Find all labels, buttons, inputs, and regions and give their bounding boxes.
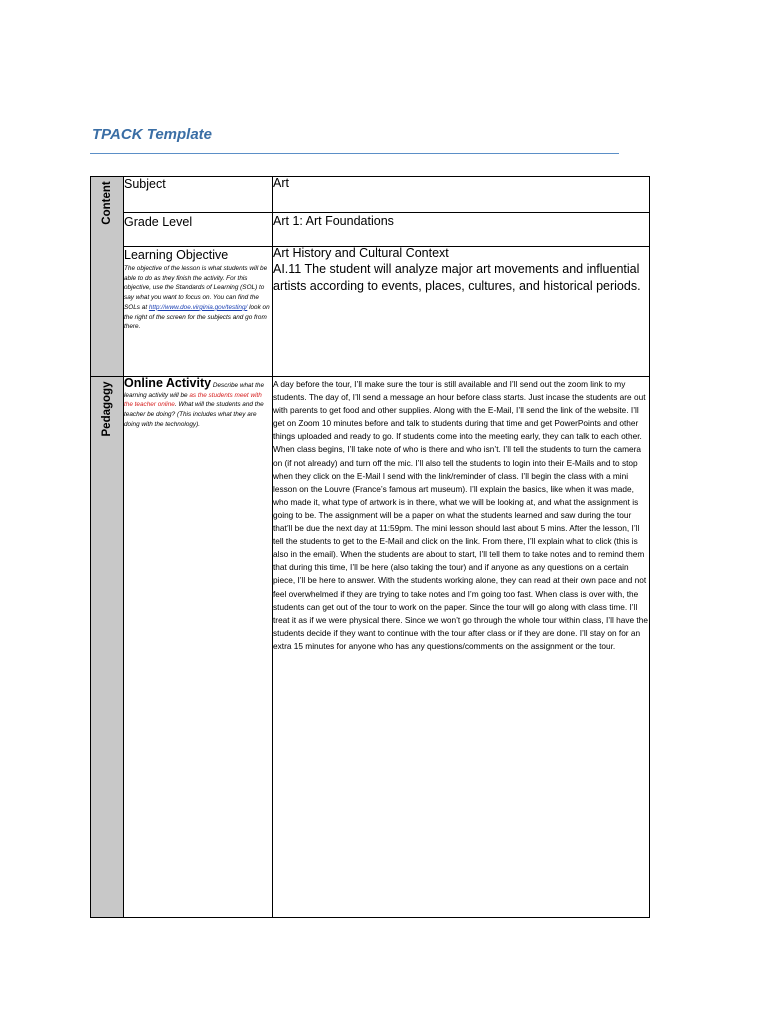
grade-label: Grade Level xyxy=(124,215,193,229)
sol-link[interactable]: http://www.doe.virginia.gov/testing/ xyxy=(148,303,248,311)
objective-instructions xyxy=(124,264,272,332)
subject-value: Art xyxy=(273,176,289,190)
grade-value: Art 1: Art Foundations xyxy=(273,214,394,228)
grade-value-cell[interactable] xyxy=(273,213,650,247)
objective-standard: AI.11 The student will analyze major art movements and influential artists according to events, places, cultures, and historical periods. xyxy=(273,262,641,293)
objective-note-before-link: The objective of the lesson is what students will be able to do as they finish the activity. For this objective, use the Standards of Learning (SOL) to say what you want to focus on. You can find the SOLs at xyxy=(124,265,268,311)
content-section-cell xyxy=(91,177,124,377)
objective-heading: Art History and Cultural Context xyxy=(273,246,449,260)
objective-note-after-link: look on the right of the screen for the subjects and go from there. xyxy=(124,303,270,331)
activity-note-highlight: as the students meet with the teacher online xyxy=(124,391,262,409)
subject-value-cell[interactable] xyxy=(273,177,650,213)
document-title: TPACK Template xyxy=(92,126,213,143)
grade-label-cell xyxy=(124,213,273,247)
activity-value-cell[interactable] xyxy=(273,377,650,918)
tpack-table xyxy=(90,176,650,918)
subject-label: Subject xyxy=(124,177,166,191)
activity-instructions xyxy=(124,376,272,430)
subject-label-cell xyxy=(124,177,273,213)
pedagogy-section-label: Pedagogy xyxy=(101,381,113,437)
activity-note-start: Describe what the learning activity will be xyxy=(124,382,264,399)
pedagogy-section-cell xyxy=(91,377,124,918)
table-row-grade xyxy=(91,213,650,247)
title-underline xyxy=(90,153,619,154)
table-row-objective xyxy=(91,247,650,377)
activity-label-cell xyxy=(124,377,273,918)
activity-label: Online Activity xyxy=(124,376,212,390)
content-section-label: Content xyxy=(101,181,113,225)
table-row-activity xyxy=(91,377,650,918)
table-row-subject xyxy=(91,177,650,213)
objective-label-cell xyxy=(124,247,273,377)
objective-label: Learning Objective xyxy=(124,248,229,262)
objective-value-cell[interactable] xyxy=(273,247,650,377)
activity-note-end: . What will the students and the teacher be doing? (This includes what they are doing with the technology). xyxy=(124,401,264,428)
activity-description: A day before the tour, I’ll make sure the tour is still available and I’ll send out the zoom link to my students. The day of, I’ll send a message an hour before class starts. Just incase the students are out with parents to get food and other supplies. Along with the E-Mail, I’ll send the link of the website. I’ll get on Zoom 10 minutes before and talk to students during that time and get PowerPoints and other things uploaded and ready to go. If students come into the meeting early, they can talk to each other. When class begins, I’ll take note of who is there and who isn’t. I’ll tell the students to turn the camera on (if not already) and turn off the mic. I’ll also tell the students to login into their E-Mails and to stop when they click on the E-Mail I send with the link/reminder of class. I’ll begin the class with a mini lesson on the Louvre (France’s famous art museum). I’ll explain the basics, like when it was made, who made it, what type of artwork is in there, what we will be looking at, and what the assignment is going to be. The assignment will be a paper on what the students learned and saw during the tour that’ll be due the next day at 11:59pm. The mini lesson should last about 5 mins. After the lesson, I’ll tell the students to get to the E-Mail and click on the link. From there, I’ll explain what to click (this is also in the email). When the students are about to start, I’ll tell them to take notes and to remind them that during this time, I’ll be here (also taking the tour) and if anyone as any questions on a certain piece, I’ll be here to answer. With the students working alone, they can read at their own pace and not feel overwhelmed if they are trying to take notes and I’m going too fast. When class is over with, the students can get out of the tour to work on the paper. Since the tour will go along with class time. I’ll treat it as if we were physical there. Since we won’t go through the whole tour within class, I’ll have the students decide if they want to continue with the tour after class or if they are done. I’ll stay on for an extra 15 minutes for anyone who has any questions/comments on the assignment or the tour. xyxy=(273,379,648,651)
